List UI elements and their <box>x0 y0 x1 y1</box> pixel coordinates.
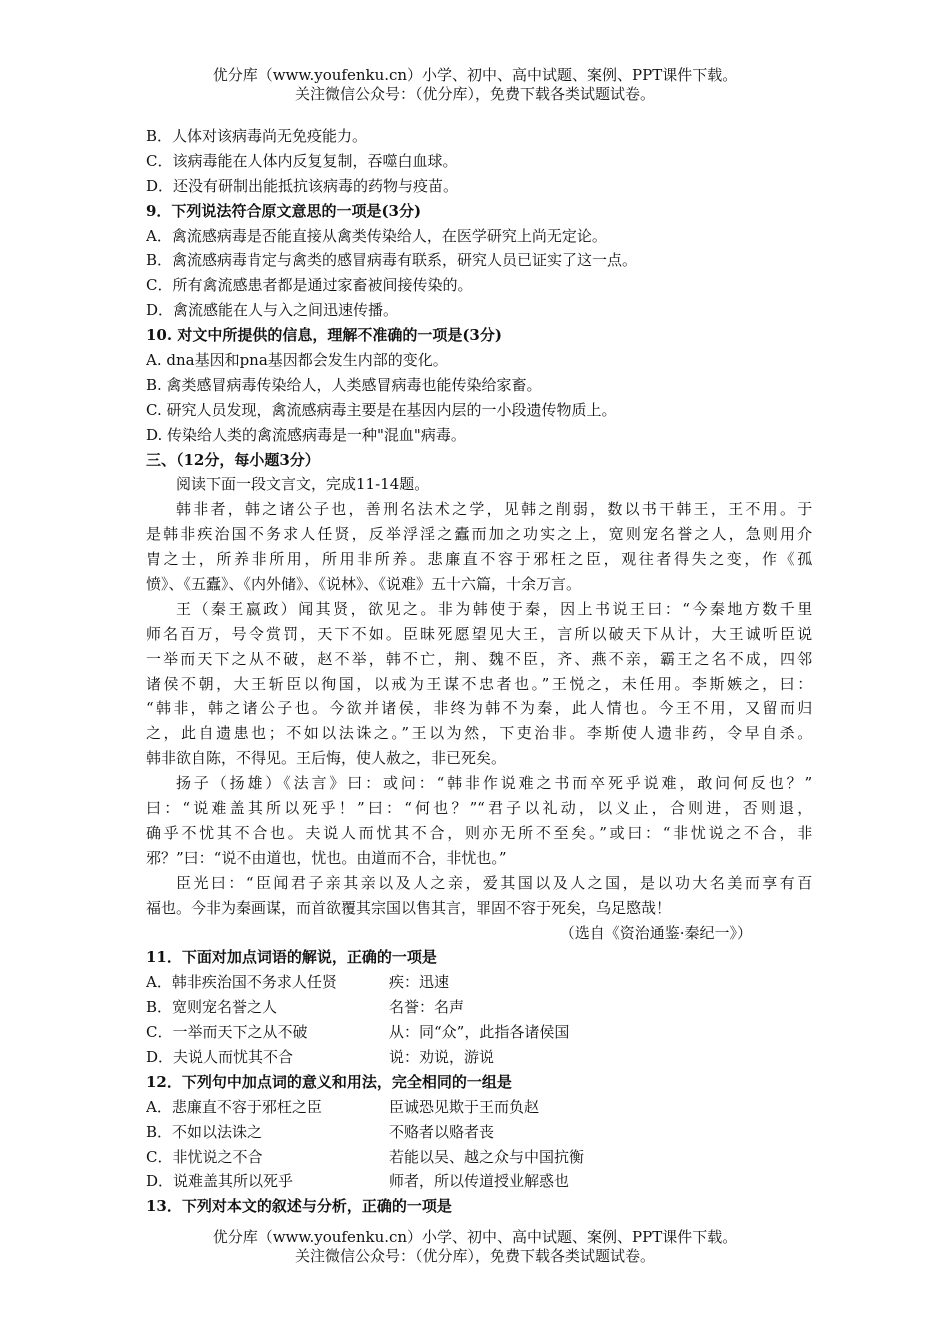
passage-line: 是韩非疾治国不务求人任贤，反举浮淫之蠹而加之功实之上，宽则宠名誉之人，急则用介 <box>146 525 812 544</box>
passage-line: 韩非者，韩之诸公子也，善刑名法术之学，见韩之削弱，数以书干韩王，王不用。于 <box>176 500 812 519</box>
passage-line: 邪？”曰：“说不由道也，忧也。由道而不合，非忧也。” <box>146 848 507 867</box>
footer-line-2: 关注微信公众号：（优分库），免费下载各类试题试卷。 <box>294 1247 655 1265</box>
passage-line: 福也。今非为秦画谋，而首欲覆其宗国以售其言，罪固不容于死矣，乌足愍哉！ <box>146 898 672 917</box>
q10-option-c: C. 研究人员发现，禽流感病毒主要是在基因内层的一小段遗传物质上。 <box>146 400 617 419</box>
option-line: C．该病毒能在人体内反复复制，吞噬白血球。 <box>146 151 458 170</box>
question-11-title: 11．下面对加点词语的解说，正确的一项是 <box>146 948 437 967</box>
passage-line: 扬子（扬雄）《法言》曰：或问：“韩非作说难之书而卒死乎说难，敢问何反也？” <box>176 774 812 793</box>
passage-line: “韩非，韩之诸公子也。今欲并诸侯，非终为韩不为秦，此人情也。今王不用，又留而归 <box>146 699 812 718</box>
header-line-1: 优分库（www.youfenku.cn）小学、初中、高中试题、案例、PPT课件下载。 <box>212 66 738 84</box>
q11-option-c: C．一举而天下之从不破 从：同“众”，此指各诸侯国 <box>146 1023 570 1042</box>
passage-source: （选自《资治通鉴·秦纪一》） <box>559 923 752 942</box>
passage-line: 臣光曰：“臣闻君子亲其亲以及人之亲，爱其国以及人之国，是以功大名美而享有百 <box>176 873 812 892</box>
passage-line: 愤》、《五蠹》、《内外储》、《说林》、《说难》五十六篇，十余万言。 <box>146 575 582 594</box>
question-12-title: 12．下列句中加点词的意义和用法，完全相同的一组是 <box>146 1072 512 1091</box>
option-line: D．还没有研制出能抵抗该病毒的药物与疫苗。 <box>146 176 459 195</box>
question-9-title: 9．下列说法符合原文意思的一项是(3分) <box>146 201 422 220</box>
q9-option-c: C．所有禽流感患者都是通过家畜被间接传染的。 <box>146 276 473 295</box>
q12-option-b: B．不如以法诛之 不赂者以赂者丧 <box>146 1122 495 1141</box>
q12-option-d: D．说难盖其所以死乎 师者，所以传道授业解惑也 <box>146 1172 570 1191</box>
passage-line: 曰：“说难盖其所以死乎！”曰：“何也？”“君子以礼动，以义止，合则进，否则退， <box>146 799 812 818</box>
passage-line: 胄之士，所养非所用，所用非所养。悲廉直不容于邪枉之臣，观往者得失之变，作《孤 <box>146 550 812 569</box>
section-3-title: 三、（12分，每小题3分） <box>146 450 320 469</box>
passage-line: 王（秦王嬴政）闻其贤，欲见之。非为韩使于秦，因上书说王曰：“今秦地方数千里 <box>176 599 812 618</box>
q12-option-c: C．非忧说之不合 若能以吴、越之众与中国抗衡 <box>146 1147 585 1166</box>
q10-option-b: B. 禽类感冒病毒传染给人，人类感冒病毒也能传染给家畜。 <box>146 375 542 394</box>
section-3-intro: 阅读下面一段文言文，完成11-14题。 <box>176 475 430 494</box>
header-line-2: 关注微信公众号：（优分库），免费下载各类试题试卷。 <box>294 85 655 103</box>
question-10-title: 10. 对文中所提供的信息，理解不准确的一项是(3分) <box>146 326 502 345</box>
passage-line: 一举而天下之从不破，赵不举，韩不亡，荆、魏不臣，齐、燕不亲，霸王之名不成，四邻 <box>146 649 812 668</box>
q10-option-a: A. dna基因和pna基因都会发生内部的变化。 <box>146 351 448 370</box>
question-13-title: 13．下列对本文的叙述与分析，正确的一项是 <box>146 1197 452 1216</box>
option-line: B．人体对该病毒尚无免疫能力。 <box>146 127 368 145</box>
q12-option-a: A．悲廉直不容于邪枉之臣 臣诚恐见欺于王而负赵 <box>146 1097 540 1116</box>
q11-option-a: A．韩非疾治国不务求人任贤 疾：迅速 <box>146 973 450 992</box>
passage-line: 之，此自遗患也；不如以法诛之。”王以为然，下吏治非。李斯使人遗非药，令早自杀。 <box>146 724 812 743</box>
footer-line-1: 优分库（www.youfenku.cn）小学、初中、高中试题、案例、PPT课件下载。 <box>212 1228 738 1246</box>
passage-line: 韩非欲自陈，不得见。王后悔，使人赦之，非已死矣。 <box>146 749 507 768</box>
q9-option-a: A．禽流感病毒是否能直接从禽类传染给人，在医学研究上尚无定论。 <box>146 226 607 245</box>
document-body <box>146 124 812 1219</box>
q9-option-d: D．禽流感能在人与入之间迅速传播。 <box>146 301 399 320</box>
page-footer <box>0 1228 950 1266</box>
q11-option-b: B．宽则宠名誉之人 名誉：名声 <box>146 998 465 1017</box>
passage-line: 确乎不忧其不合也。夫说人而忧其不合，则亦无所不至矣。”或曰：“非忧说之不合，非 <box>146 823 812 842</box>
q11-option-d: D．夫说人而忧其不合 说：劝说，游说 <box>146 1047 495 1066</box>
passage-line: 诸侯不朝，大王斩臣以徇国，以戒为王谋不忠者也。”王悦之，未任用。李斯嫉之，曰： <box>146 674 812 693</box>
q10-option-d: D. 传染给人类的禽流感病毒是一种"混血"病毒。 <box>146 425 466 444</box>
q9-option-b: B．禽流感病毒肯定与禽类的感冒病毒有联系，研究人员已证实了这一点。 <box>146 251 638 270</box>
passage-line: 师名百万，号令赏罚，天下不如。臣昧死愿望见大王，言所以破天下从计，大王诚听臣说 <box>146 624 812 643</box>
page-header <box>0 66 950 104</box>
